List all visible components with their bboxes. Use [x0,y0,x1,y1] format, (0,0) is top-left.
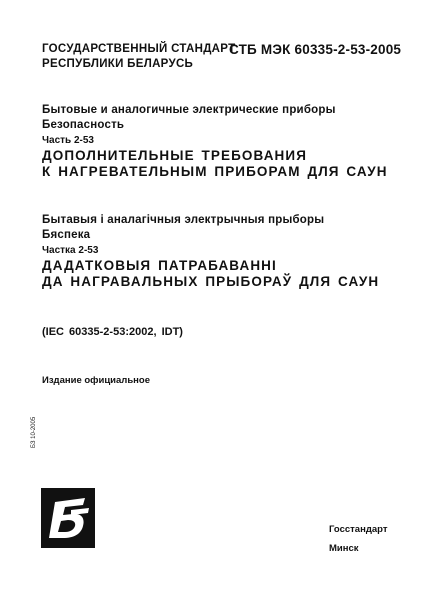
edition-label: Издание официальное [42,375,150,386]
standard-code: СТБ МЭК 60335-2-53-2005 [229,42,402,57]
russian-title-block [42,103,388,180]
standard-line-1: ГОСУДАРСТВЕННЫЙ СТАНДАРТ [42,43,236,55]
publisher-city: Минск [329,543,359,554]
ru-part: Часть 2-53 [42,135,94,146]
standard-line-2: РЕСПУБЛИКИ БЕЛАРУСЬ [42,58,194,70]
iec-reference: (IEC 60335-2-53:2002, IDT) [42,326,183,338]
ru-title-line-2: К НАГРЕВАТЕЛЬНЫМ ПРИБОРАМ ДЛЯ САУН [42,164,388,179]
by-title-line-1: ДАДАТКОВЫЯ ПАТРАБАВАННІ [42,258,277,273]
by-part: Частка 2-53 [42,245,99,256]
publisher [329,520,387,558]
by-subtitle-line-1: Бытавыя і аналагічныя электрычныя прыборы [42,214,325,226]
by-subtitle-line-2: Бяспека [42,229,91,241]
belarusian-title-block [42,213,379,290]
publisher-name: Госстандарт [329,524,388,535]
side-code: БЗ 10-2005 [31,416,37,448]
bgs-logo-icon [41,488,95,548]
standard-header [42,42,235,72]
ru-title-line-1: ДОПОЛНИТЕЛЬНЫЕ ТРЕБОВАНИЯ [42,148,307,163]
ru-subtitle-line-1: Бытовые и аналогичные электрические приборы [42,104,336,116]
by-title-line-2: ДА НАГРАВАЛЬНЫХ ПРЫБОРАЎ ДЛЯ САУН [42,274,380,289]
ru-subtitle-line-2: Безопасность [42,119,125,131]
